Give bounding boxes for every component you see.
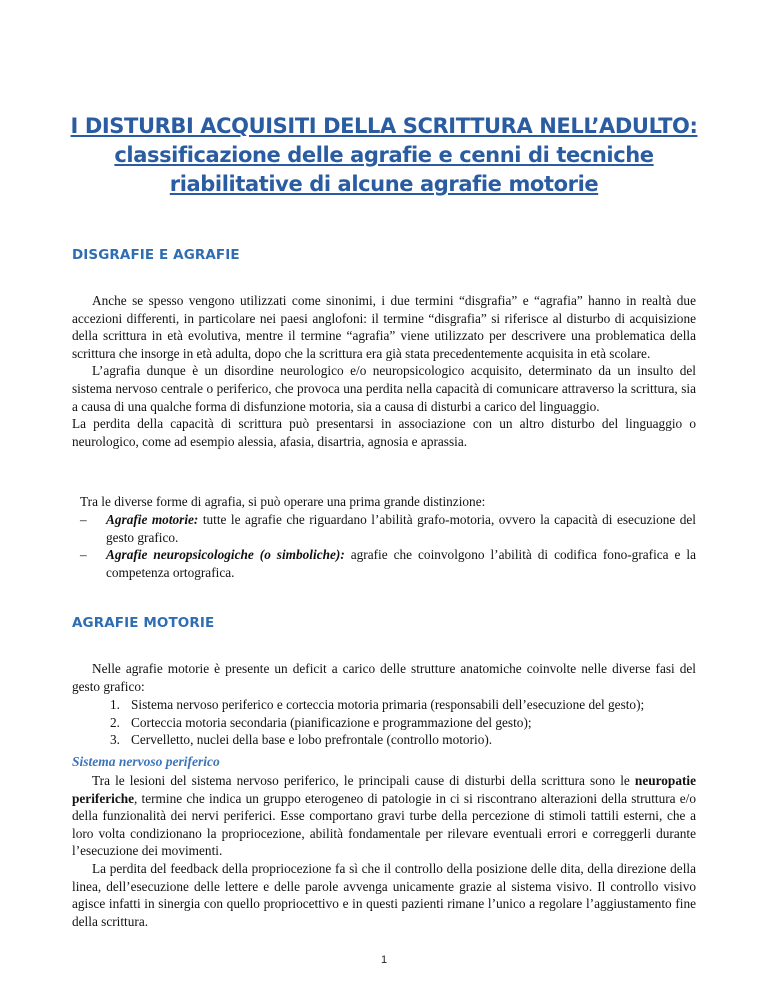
list-item [110,714,700,732]
list-text: Cervelletto, nuclei della base e lobo prefrontale (controllo motorio). [131,732,493,748]
dash-bullet: – [80,512,87,527]
list-number: 2. [110,714,120,730]
section-heading-agrafie-motorie: AGRAFIE MOTORIE [72,615,215,631]
intro-distinction [80,493,696,511]
paragraph: Nelle agrafie motorie è presente un deficit a carico delle strutture anatomiche coinvolte nelle diverse fasi del gesto grafico: [72,661,696,694]
title-line-2: classificazione delle agrafie e cenni di tecniche [114,143,654,167]
paragraph: Anche se spesso vengono utilizzati come sinonimi, i due termini “disgrafia” e “agrafia” hanno in realtà due accezioni differenti, in particolare nei paesi anglofoni: il termine “disgrafia” si riferisce al disturbo di acquisizione della scrittura in età evolutiva, mentre il termine “agrafia” viene utilizzato per descrivere una problematica della scrittura che insorge in età adulta, dopo che la scrittura era già stata precedentemente acquisita in età scolare. [72,293,696,361]
section-heading-disgrafie: DISGRAFIE E AGRAFIE [72,247,240,263]
paragraph: La perdita del feedback della propriocezione fa sì che il controllo della posizione delle dita, della direzione della linea, dell’esecuzione delle lettere e delle parole avvenga unicamente grazie al sistema visivo. Il controllo visivo agisce infatti in sinergia con quello propriocettivo e in questi pazienti rimane l’unico a regolare l’aggiustamento fine della scrittura. [72,860,696,929]
document-title [70,112,698,199]
list-item [110,731,700,749]
agrafie-types-list [80,511,696,581]
list-term: Agrafie neuropsicologiche (o simboliche): [106,547,345,563]
paragraph [72,772,696,860]
paragraph: La perdita della capacità di scrittura può presentarsi in associazione con un altro disturbo del linguaggio o neurologico, come ad esempio alessia, afasia, disartria, agnosia e aprassia. [72,416,696,449]
paragraph: Tra le diverse forme di agrafia, si può operare una prima grande distinzione: [80,494,486,509]
list-term: Agrafie motorie: [106,512,199,527]
list-text: Sistema nervoso periferico e corteccia motoria primaria (responsabili dell’esecuzione del gesto); [131,697,645,712]
section2-intro [72,660,696,695]
title-line-3: riabilitative di alcune agrafie motorie [169,172,599,196]
text-run: Tra le lesioni del sistema nervoso periferico, le principali cause di disturbi della scrittura sono le [92,773,635,788]
structures-list [110,696,700,749]
subheading-sistema-nervoso: Sistema nervoso periferico [72,754,220,769]
list-text: Corteccia motoria secondaria (pianificazione e programmazione del gesto); [131,714,532,730]
section1-body [72,292,696,450]
list-item [80,546,696,581]
bold-term: neuropatie periferiche [72,773,696,806]
dash-bullet: – [80,547,87,563]
list-item [110,696,700,714]
section2-body [72,772,696,930]
paragraph: L’agrafia dunque è un disordine neurologico e/o neuropsicologico acquisito, determinato da un insulto del sistema nervoso centrale o periferico, che provoca una perdita nella capacità di comunicare attraverso la scrittura, sia a causa di una qualche forma di disfunzione motoria, sia a causa di disturbi a carico del linguaggio. [72,363,696,414]
title-line-1: I DISTURBI ACQUISITI DELLA SCRITTURA NELL’ADULTO: [70,114,698,138]
list-text: tutte le agrafie che riguardano l’abilità grafo-motoria, ovvero la capacità di esecuzione del gesto grafico. [106,512,696,545]
list-number: 3. [110,732,120,748]
list-item [80,511,696,546]
text-run: , termine che indica un gruppo eterogeneo di patologie in ci si riscontrano alterazioni della struttura e/o della funzionalità dei nervi periferici. Esse comportano gravi turbe della percezione di stimoli tattili esterni, che a loro volta condizionano la propriocezione, abilità fondamentale per rilevare eventuali errori e correggerli durante l’esecuzione dei movimenti. [72,790,696,859]
list-text: agrafie che coinvolgono l’abilità di codifica fono-grafica e la competenza ortografica. [106,547,696,580]
list-number: 1. [110,697,120,712]
page-number: 1 [380,954,388,966]
